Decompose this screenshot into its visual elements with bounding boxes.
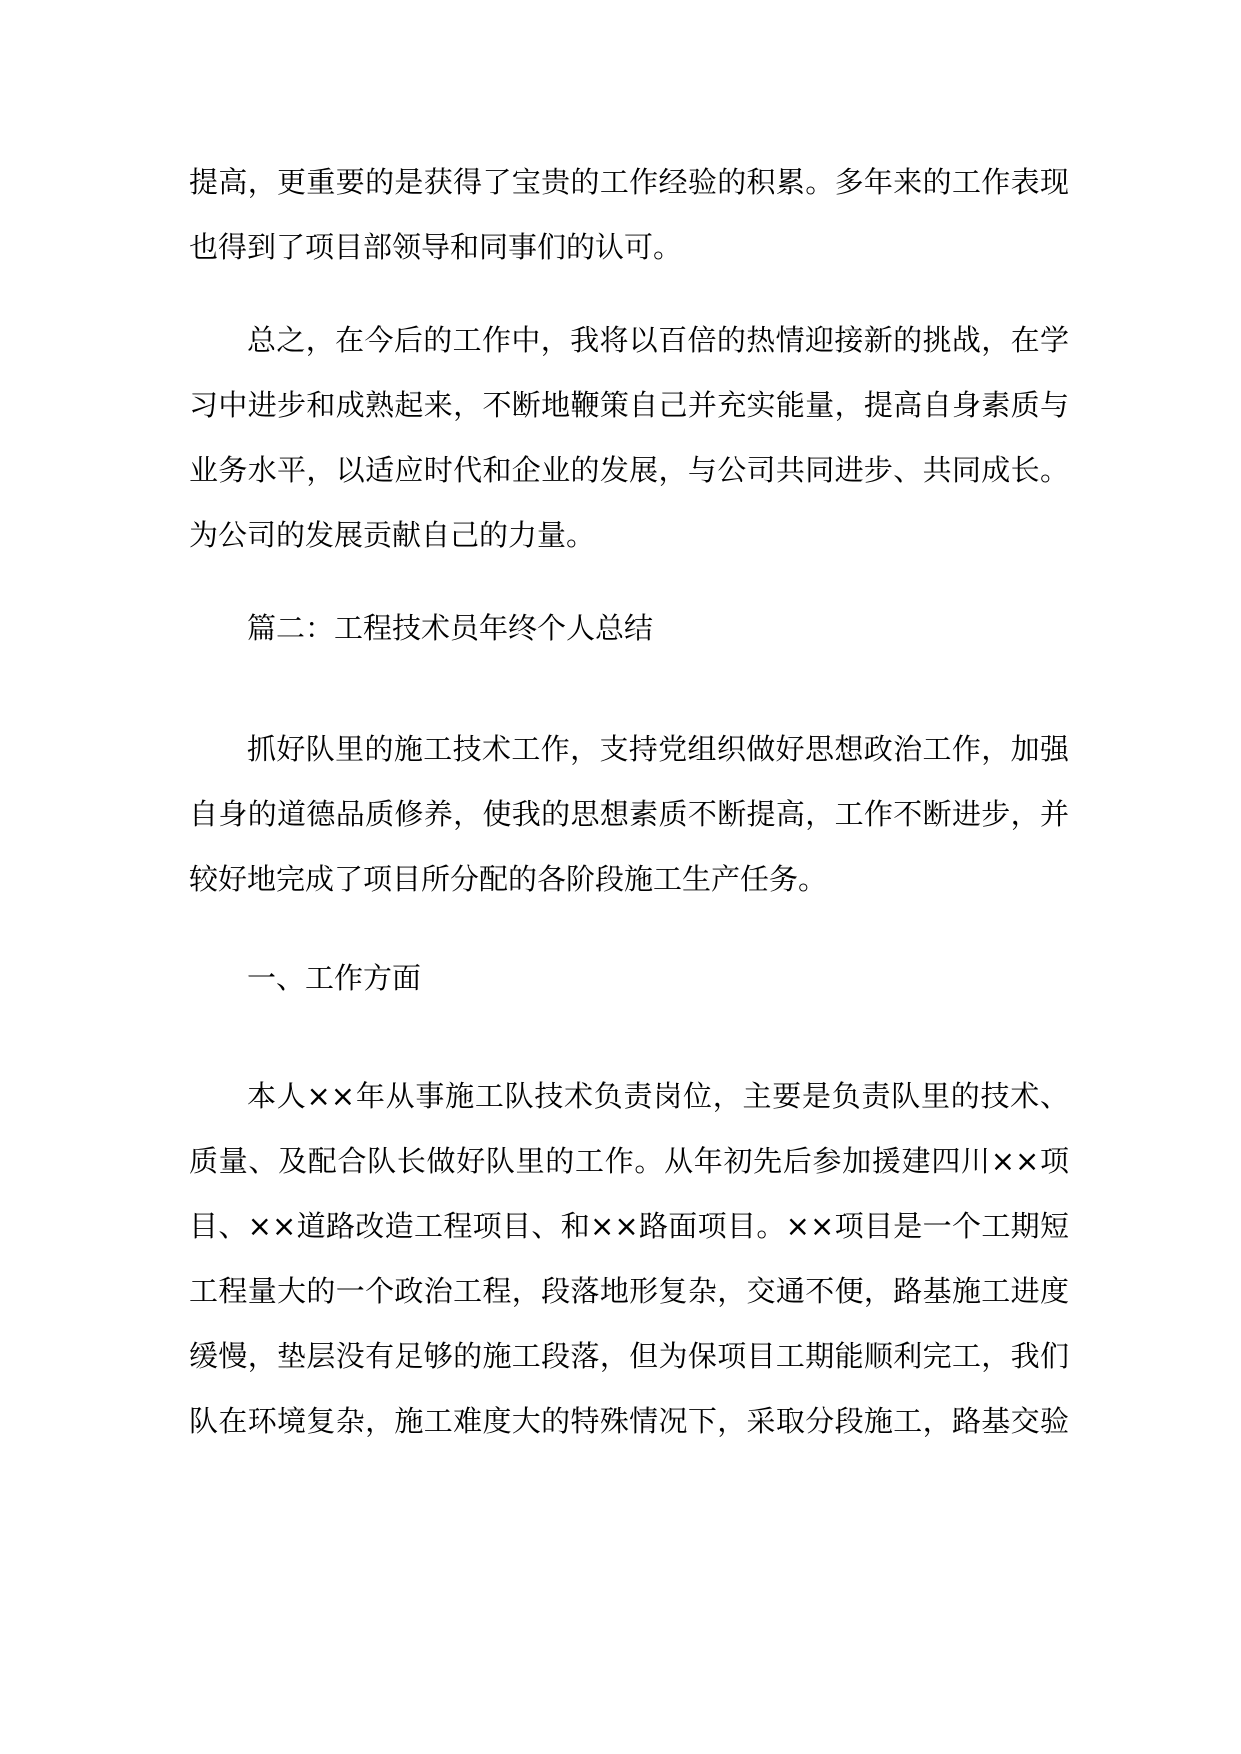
text-line: 本人××年从事施工队技术负责岗位，主要是负责队里的技术、	[247, 1079, 1069, 1113]
text-line: 较好地完成了项目所分配的各阶段施工生产任务。	[189, 862, 828, 896]
text-line: 自身的道德品质修养，使我的思想素质不断提高，工作不断进步，并	[189, 797, 1069, 831]
text-line: 目、××道路改造工程项目、和××路面项目。××项目是一个工期短	[189, 1209, 1069, 1243]
text-line: 质量、及配合队长做好队里的工作。从年初先后参加援建四川××项	[189, 1144, 1069, 1178]
text-line: 习中进步和成熟起来，不断地鞭策自己并充实能量，提高自身素质与	[189, 388, 1069, 422]
section-heading	[189, 596, 1069, 661]
text-line: 也得到了项目部领导和同事们的认可。	[189, 230, 683, 264]
heading-text: 一、工作方面	[247, 961, 422, 995]
text-line: 工程量大的一个政治工程，段落地形复杂，交通不便，路基施工进度	[189, 1274, 1069, 1308]
paragraph-work	[189, 1064, 1069, 1454]
text-line: 总之，在今后的工作中，我将以百倍的热情迎接新的挑战，在学	[247, 323, 1069, 357]
paragraph-conclusion	[189, 308, 1069, 568]
text-line: 抓好队里的施工技术工作，支持党组织做好思想政治工作，加强	[247, 732, 1069, 766]
text-line: 队在环境复杂，施工难度大的特殊情况下，采取分段施工，路基交验	[189, 1404, 1069, 1438]
text-line: 业务水平，以适应时代和企业的发展，与公司共同进步、共同成长。	[189, 453, 1069, 487]
paragraph-intro	[189, 717, 1069, 912]
subsection-heading	[189, 946, 1069, 1011]
text-line: 为公司的发展贡献自己的力量。	[189, 518, 596, 552]
paragraph-continuation	[189, 150, 1069, 280]
heading-text: 篇二：工程技术员年终个人总结	[247, 611, 654, 645]
text-line: 缓慢，垫层没有足够的施工段落，但为保项目工期能顺利完工，我们	[189, 1339, 1069, 1373]
text-line: 提高，更重要的是获得了宝贵的工作经验的积累。多年来的工作表现	[189, 165, 1069, 199]
